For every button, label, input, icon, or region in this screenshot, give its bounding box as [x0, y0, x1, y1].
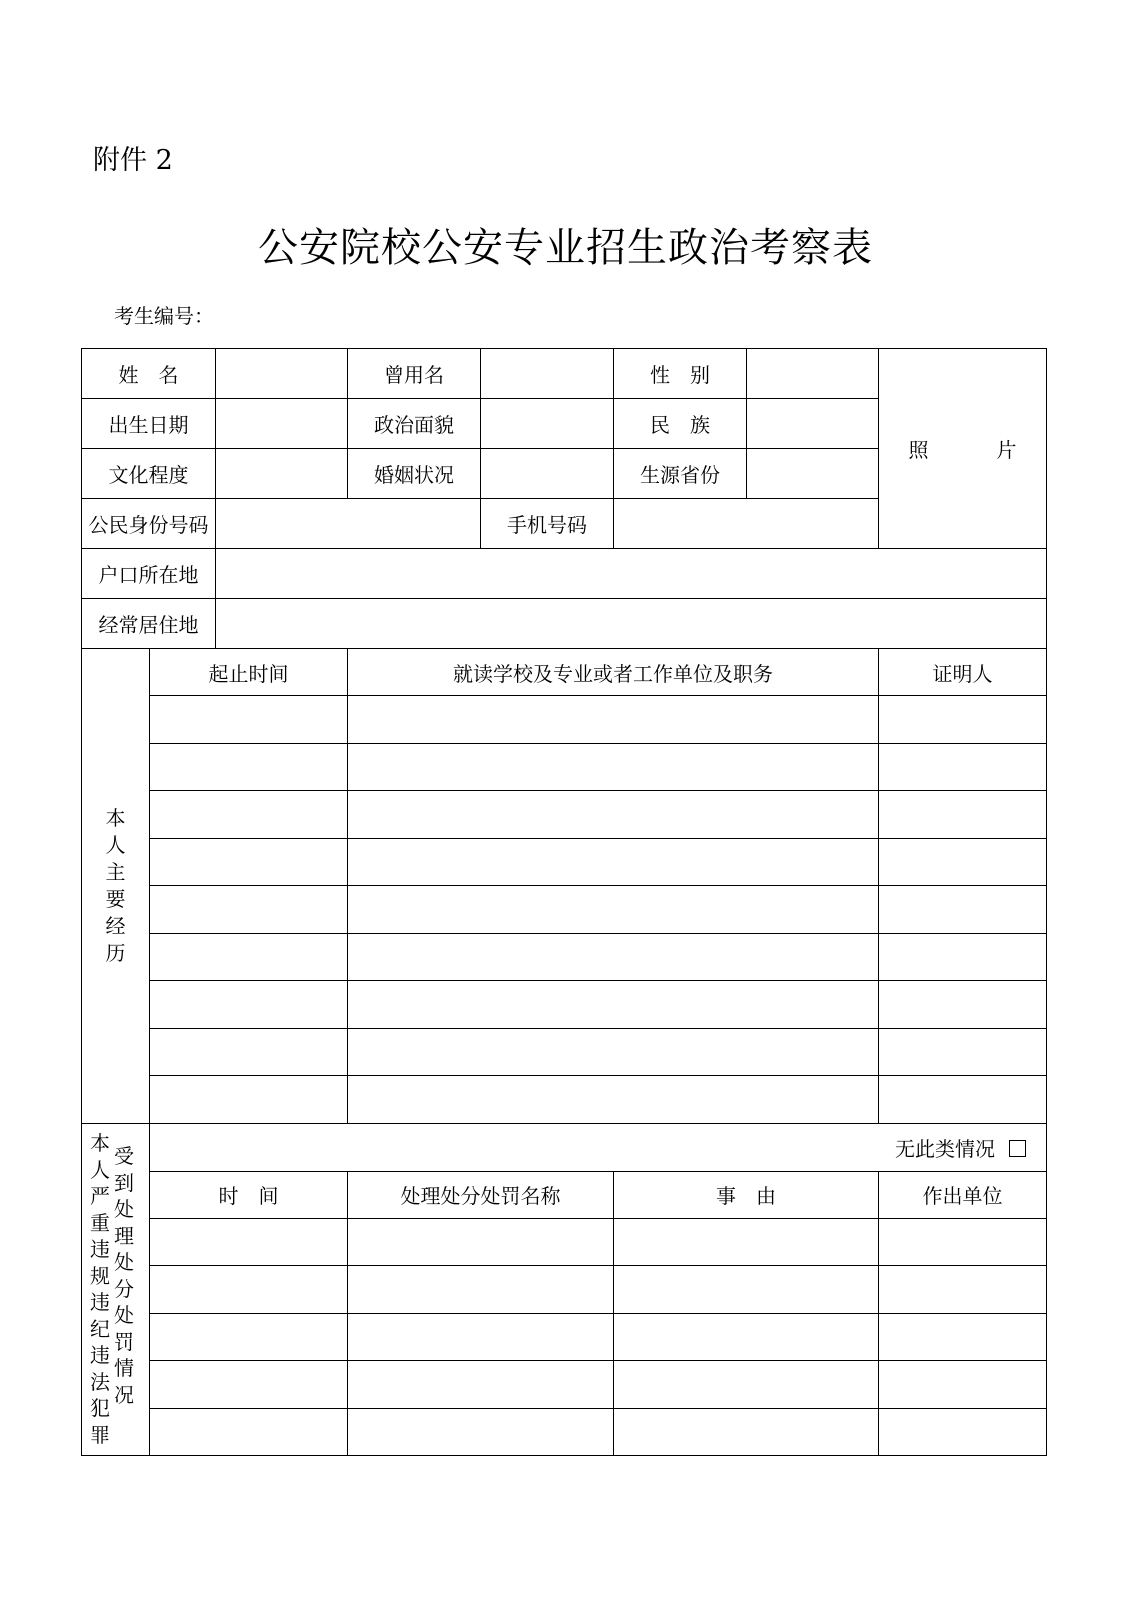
penalty-reason-cell[interactable]	[614, 1218, 879, 1266]
penalty-column-name: 处理处分处罚名称	[348, 1171, 614, 1218]
penalty-issuer-cell[interactable]	[879, 1266, 1047, 1314]
experience-period-cell[interactable]	[150, 1028, 348, 1076]
experience-witness-cell[interactable]	[879, 933, 1047, 981]
origin-province-label: 生源省份	[614, 449, 747, 499]
experience-column-period: 起止时间	[150, 649, 348, 696]
penalty-section-label	[82, 1123, 150, 1456]
marital-status-label: 婚姻状况	[348, 449, 481, 499]
penalty-name-cell[interactable]	[348, 1218, 614, 1266]
experience-detail-cell[interactable]	[348, 838, 879, 886]
no-case-label: 无此类情况	[895, 1136, 995, 1161]
experience-column-school-work: 就读学校及专业或者工作单位及职务	[348, 649, 879, 696]
marital-status-field[interactable]	[481, 449, 614, 499]
experience-detail-cell[interactable]	[348, 696, 879, 744]
residence-field[interactable]	[216, 599, 1047, 649]
experience-row	[82, 743, 1047, 791]
birth-date-field[interactable]	[216, 399, 348, 449]
political-status-field[interactable]	[481, 399, 614, 449]
experience-period-cell[interactable]	[150, 696, 348, 744]
penalty-row	[82, 1218, 1047, 1266]
education-field[interactable]	[216, 449, 348, 499]
political-status-label: 政治面貌	[348, 399, 481, 449]
penalty-label-char: 处	[114, 1197, 134, 1222]
penalty-column-reason: 事 由	[614, 1171, 879, 1218]
ethnicity-label: 民 族	[614, 399, 747, 449]
experience-period-cell[interactable]	[150, 743, 348, 791]
penalty-row	[82, 1408, 1047, 1456]
household-registration-field[interactable]	[216, 549, 1047, 599]
penalty-name-cell[interactable]	[348, 1313, 614, 1361]
penalty-reason-cell[interactable]	[614, 1361, 879, 1409]
penalty-label-char: 纪	[90, 1316, 110, 1341]
experience-detail-cell[interactable]	[348, 743, 879, 791]
experience-detail-cell[interactable]	[348, 933, 879, 981]
id-number-label: 公民身份号码	[82, 499, 216, 549]
experience-witness-cell[interactable]	[879, 981, 1047, 1029]
experience-witness-cell[interactable]	[879, 743, 1047, 791]
gender-label: 性 别	[614, 349, 747, 399]
experience-label-char: 人	[105, 832, 126, 857]
experience-row	[82, 696, 1047, 744]
experience-label-char: 主	[105, 859, 126, 884]
experience-witness-cell[interactable]	[879, 838, 1047, 886]
penalty-label-char: 违	[90, 1237, 110, 1262]
penalty-label-char: 到	[114, 1170, 134, 1195]
penalty-label-char: 人	[90, 1157, 110, 1182]
id-number-field[interactable]	[216, 499, 481, 549]
experience-column-witness: 证明人	[879, 649, 1047, 696]
name-field[interactable]	[216, 349, 348, 399]
penalty-name-cell[interactable]	[348, 1408, 614, 1456]
former-name-label: 曾用名	[348, 349, 481, 399]
penalty-row	[82, 1313, 1047, 1361]
phone-label: 手机号码	[481, 499, 614, 549]
name-label: 姓 名	[82, 349, 216, 399]
penalty-label-char: 理	[114, 1223, 134, 1248]
former-name-field[interactable]	[481, 349, 614, 399]
experience-witness-cell[interactable]	[879, 1076, 1047, 1124]
penalty-time-cell[interactable]	[150, 1218, 348, 1266]
penalty-label-char: 罚	[114, 1329, 134, 1354]
experience-row	[82, 886, 1047, 934]
experience-detail-cell[interactable]	[348, 1028, 879, 1076]
form-title: 公安院校公安专业招生政治考察表	[258, 225, 873, 271]
household-registration-label: 户口所在地	[82, 549, 216, 599]
penalty-column-time: 时 间	[150, 1171, 348, 1218]
penalty-issuer-cell[interactable]	[879, 1313, 1047, 1361]
experience-detail-cell[interactable]	[348, 791, 879, 839]
experience-row	[82, 933, 1047, 981]
penalty-label-char: 本	[90, 1131, 110, 1156]
penalty-label-char: 受	[114, 1144, 134, 1169]
attachment-label: 附件 2	[93, 145, 173, 176]
experience-period-cell[interactable]	[150, 838, 348, 886]
no-case-checkbox[interactable]	[1009, 1140, 1026, 1157]
experience-period-cell[interactable]	[150, 1076, 348, 1124]
experience-label-char: 经	[105, 913, 126, 938]
penalty-name-cell[interactable]	[348, 1266, 614, 1314]
phone-field[interactable]	[614, 499, 879, 549]
experience-section-label	[82, 649, 150, 1124]
penalty-time-cell[interactable]	[150, 1361, 348, 1409]
penalty-label-right-column	[112, 1130, 136, 1408]
experience-detail-cell[interactable]	[348, 981, 879, 1029]
penalty-reason-cell[interactable]	[614, 1266, 879, 1314]
experience-row	[82, 838, 1047, 886]
experience-label-char: 要	[105, 886, 126, 911]
exam-number-label: 考生编号：	[114, 304, 214, 328]
experience-label-char: 本	[105, 805, 126, 830]
penalty-time-cell[interactable]	[150, 1313, 348, 1361]
penalty-time-cell[interactable]	[150, 1266, 348, 1314]
no-case-row	[150, 1123, 1047, 1171]
penalty-time-cell[interactable]	[150, 1408, 348, 1456]
penalty-label-char: 罪	[90, 1422, 110, 1447]
penalty-issuer-cell[interactable]	[879, 1218, 1047, 1266]
experience-witness-cell[interactable]	[879, 696, 1047, 744]
penalty-name-cell[interactable]	[348, 1361, 614, 1409]
penalty-row	[82, 1266, 1047, 1314]
penalty-label-char: 严	[90, 1184, 110, 1209]
penalty-issuer-cell[interactable]	[879, 1361, 1047, 1409]
experience-period-cell[interactable]	[150, 886, 348, 934]
birth-date-label: 出生日期	[82, 399, 216, 449]
penalty-label-char: 规	[90, 1263, 110, 1288]
penalty-label-char: 处	[114, 1303, 134, 1328]
experience-row	[82, 791, 1047, 839]
penalty-row	[82, 1361, 1047, 1409]
penalty-reason-cell[interactable]	[614, 1313, 879, 1361]
penalty-label-char: 犯	[90, 1396, 110, 1421]
experience-row	[82, 981, 1047, 1029]
origin-province-field[interactable]	[747, 449, 879, 499]
penalty-label-char: 法	[90, 1369, 110, 1394]
penalty-label-char: 重	[90, 1210, 110, 1235]
penalty-label-char: 分	[114, 1276, 134, 1301]
residence-label: 经常居住地	[82, 599, 216, 649]
experience-label-char: 历	[105, 940, 126, 965]
penalty-label-char: 况	[114, 1382, 134, 1407]
experience-witness-cell[interactable]	[879, 1028, 1047, 1076]
education-label: 文化程度	[82, 449, 216, 499]
photo-box[interactable]: 照 片	[879, 349, 1047, 549]
experience-witness-cell[interactable]	[879, 886, 1047, 934]
experience-detail-cell[interactable]	[348, 1076, 879, 1124]
penalty-reason-cell[interactable]	[614, 1408, 879, 1456]
penalty-label-char: 处	[114, 1250, 134, 1275]
penalty-label-char: 违	[90, 1290, 110, 1315]
penalty-column-issuer: 作出单位	[879, 1171, 1047, 1218]
experience-period-cell[interactable]	[150, 791, 348, 839]
experience-period-cell[interactable]	[150, 981, 348, 1029]
political-review-form	[81, 348, 1047, 1456]
gender-field[interactable]	[747, 349, 879, 399]
experience-detail-cell[interactable]	[348, 886, 879, 934]
experience-period-cell[interactable]	[150, 933, 348, 981]
penalty-issuer-cell[interactable]	[879, 1408, 1047, 1456]
experience-row	[82, 1076, 1047, 1124]
penalty-label-left-column	[88, 1130, 112, 1448]
experience-row	[82, 1028, 1047, 1076]
experience-witness-cell[interactable]	[879, 791, 1047, 839]
penalty-label-char: 违	[90, 1343, 110, 1368]
penalty-label-char: 情	[114, 1356, 134, 1381]
ethnicity-field[interactable]	[747, 399, 879, 449]
